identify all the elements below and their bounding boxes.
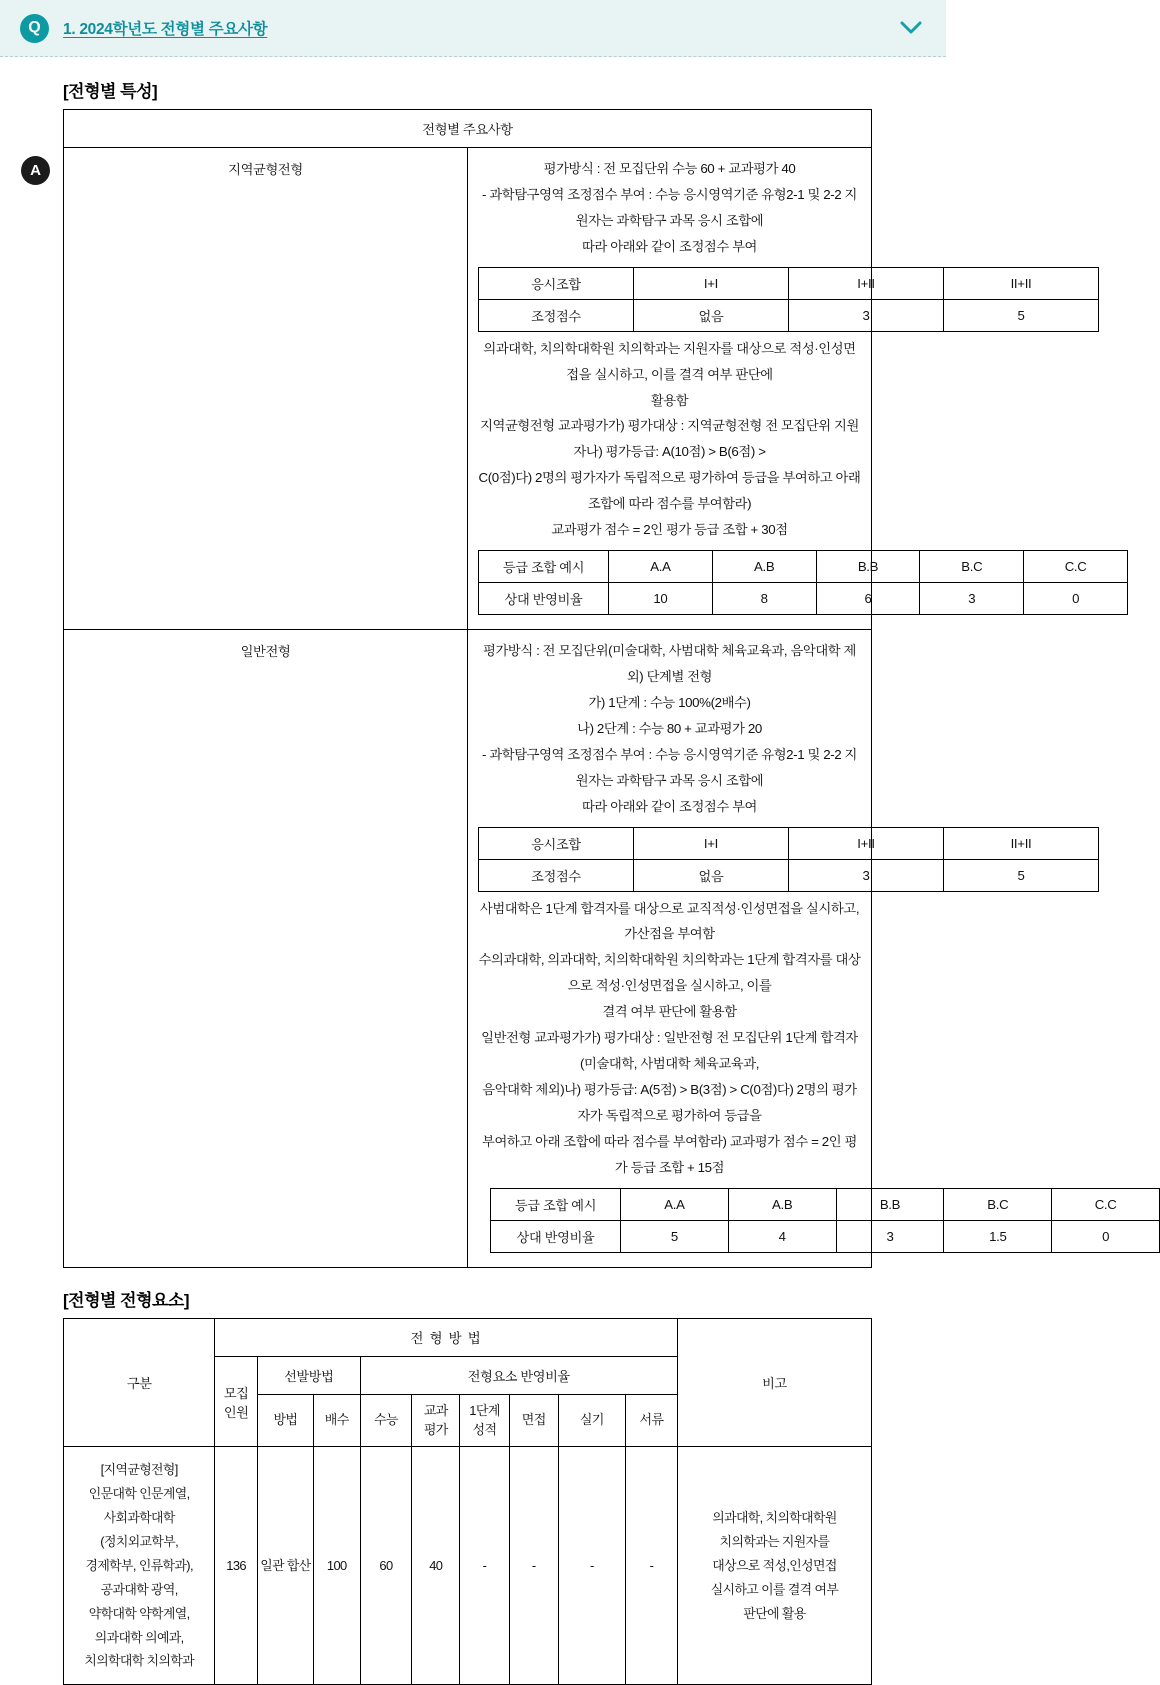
score-cell: 없음 bbox=[634, 859, 789, 891]
detail-line: - 과학탐구영역 조정점수 부여 : 수능 응시영역기준 유형2-1 및 2-2 지원자는 과학탐구 과목 응시 조합에 bbox=[482, 746, 857, 788]
bigo-line: 판단에 활용 bbox=[743, 1605, 806, 1621]
detail-line: 일반전형 교과평가가) 평가대상 : 일반전형 전 모집단위 1단계 합격자(미술대학, 사범대학 체육교육과, bbox=[481, 1030, 858, 1072]
bigo-line: 치의학과는 지원자를 bbox=[719, 1534, 830, 1550]
detail-line: 지역균형전형 교과평가가) 평가대상 : 지역균형전형 전 모집단위 지원자나) 평가등급: A(10점) > B(6점) > bbox=[480, 418, 859, 460]
bigo-line: 의과대학, 치의학대학원 bbox=[712, 1510, 837, 1526]
grade-combo-cell: C.C bbox=[1024, 551, 1128, 583]
table-row bbox=[479, 551, 1128, 583]
ratio-cell: 3 bbox=[836, 1220, 944, 1252]
header-element-ratio: 전형요소 반영비율 bbox=[360, 1356, 677, 1394]
row-header: 응시조합 bbox=[479, 827, 634, 859]
header-stage1-score bbox=[460, 1394, 510, 1447]
table-row bbox=[64, 148, 872, 630]
header-practical: 실기 bbox=[558, 1394, 625, 1447]
header-subject-eval-line2: 평가 bbox=[423, 1421, 448, 1437]
question-badge: Q bbox=[20, 14, 49, 43]
grade-combo-cell: C.C bbox=[1052, 1188, 1160, 1220]
row-header: 상대 반영비율 bbox=[479, 583, 609, 615]
gubun-line: 약학대학 약학계열, bbox=[88, 1605, 190, 1621]
ratio-cell: 3 bbox=[920, 583, 1024, 615]
row-bigo bbox=[677, 1447, 871, 1685]
detail-line: - 과학탐구영역 조정점수 부여 : 수능 응시영역기준 유형2-1 및 2-2 지원자는 과학탐구 과목 응시 조합에 bbox=[482, 186, 857, 228]
answer-body bbox=[0, 57, 1117, 1685]
row-header: 응시조합 bbox=[479, 267, 634, 299]
answer-content bbox=[63, 77, 1117, 1685]
header-stage1-line1: 1단계 bbox=[469, 1402, 500, 1418]
table-row bbox=[64, 630, 872, 1268]
header-documents: 서류 bbox=[626, 1394, 678, 1447]
gubun-line: 치의학대학 치의학과 bbox=[84, 1653, 195, 1669]
table-row bbox=[479, 299, 1099, 331]
row-stage1-score: - bbox=[460, 1447, 510, 1685]
gubun-line: 인문대학 인문계열, bbox=[88, 1486, 190, 1502]
detail-line: 평가방식 : 전 모집단위(미술대학, 사범대학 체육교육과, 음악대학 제외) 단계별 전형 bbox=[483, 643, 856, 684]
section-title-elements: [전형별 전형요소] bbox=[63, 1290, 189, 1310]
science-adjustment-table bbox=[478, 267, 1099, 332]
header-subject-eval bbox=[412, 1394, 460, 1447]
gubun-line: [지역균형전형] bbox=[100, 1462, 178, 1478]
row-subject-eval: 40 bbox=[412, 1447, 460, 1685]
gubun-line: (정치외교학부, bbox=[100, 1534, 179, 1550]
header-recruit-count bbox=[215, 1356, 258, 1447]
grade-combo-cell: A.A bbox=[621, 1188, 729, 1220]
header-bigo: 비고 bbox=[677, 1318, 871, 1447]
ratio-cell: 4 bbox=[728, 1220, 836, 1252]
table-row bbox=[64, 1447, 872, 1685]
table-row bbox=[491, 1220, 1160, 1252]
ratio-cell: 8 bbox=[712, 583, 816, 615]
grade-combo-cell: A.B bbox=[728, 1188, 836, 1220]
gubun-line: 공과대학 광역, bbox=[100, 1581, 178, 1597]
grade-combo-cell: B.B bbox=[816, 551, 920, 583]
row-header: 조정점수 bbox=[479, 859, 634, 891]
row-gubun bbox=[64, 1447, 215, 1685]
row-suneung: 60 bbox=[360, 1447, 412, 1685]
detail-line: 교과평가 점수 = 2인 평가 등급 조합 + 30점 bbox=[551, 522, 788, 538]
combo-cell: I+I bbox=[634, 827, 789, 859]
row-interview: - bbox=[509, 1447, 558, 1685]
combo-cell: I+I bbox=[634, 267, 789, 299]
question-header-bar[interactable] bbox=[0, 0, 946, 57]
grade-combo-cell: B.C bbox=[920, 551, 1024, 583]
question-title-link[interactable]: 1. 2024학년도 전형별 주요사항 bbox=[63, 21, 268, 38]
header-select-method: 선발방법 bbox=[257, 1356, 360, 1394]
row-method: 일관 합산 bbox=[257, 1447, 313, 1685]
combo-cell: I+II bbox=[789, 827, 944, 859]
gubun-line: 사회과학대학 bbox=[103, 1510, 175, 1526]
admission-type-label: 일반전형 bbox=[64, 630, 468, 1268]
grade-combo-cell: A.A bbox=[609, 551, 713, 583]
header-subject-eval-line1: 교과 bbox=[423, 1402, 448, 1418]
admission-characteristics-table bbox=[63, 109, 1117, 1268]
header-multiple: 배수 bbox=[313, 1394, 360, 1447]
admission-type-label: 지역균형전형 bbox=[64, 148, 468, 630]
score-cell: 5 bbox=[944, 859, 1099, 891]
detail-line: C(0점)다) 2명의 평가자가 독립적으로 평가하여 등급을 부여하고 아래 조합에 따라 점수를 부여함라) bbox=[478, 470, 861, 512]
admission-elements-table bbox=[63, 1318, 872, 1685]
header-gubun: 구분 bbox=[64, 1318, 215, 1447]
combo-cell: II+II bbox=[944, 267, 1099, 299]
header-recruit-line2: 인원 bbox=[223, 1404, 249, 1420]
table-row bbox=[491, 1188, 1160, 1220]
header-stage1-line2: 성적 bbox=[472, 1421, 497, 1437]
header-row-1 bbox=[64, 1318, 872, 1356]
row-recruit-count: 136 bbox=[215, 1447, 258, 1685]
ratio-cell: 5 bbox=[621, 1220, 729, 1252]
header-suneung: 수능 bbox=[360, 1394, 412, 1447]
admission-type-detail bbox=[468, 630, 1117, 1268]
ratio-cell: 6 bbox=[816, 583, 920, 615]
detail-line: 따라 아래와 같이 조정점수 부여 bbox=[582, 238, 757, 254]
table-row bbox=[479, 267, 1099, 299]
detail-line: 가) 1단계 : 수능 100%(2배수) bbox=[588, 694, 751, 710]
detail-line: 사범대학은 1단계 합격자를 대상으로 교직적성·인성면접을 실시하고, 가산점을 부여함 bbox=[479, 900, 860, 942]
grade-combo-cell: B.C bbox=[944, 1188, 1052, 1220]
row-header: 조정점수 bbox=[479, 299, 634, 331]
grade-combination-table bbox=[478, 550, 1128, 615]
row-documents: - bbox=[626, 1447, 678, 1685]
gubun-line: 의과대학 의예과, bbox=[94, 1629, 184, 1645]
grade-combo-cell: B.B bbox=[836, 1188, 944, 1220]
bigo-line: 대상으로 적성,인성면접 bbox=[712, 1557, 837, 1573]
score-cell: 3 bbox=[789, 859, 944, 891]
gubun-line: 경제학부, 인류학과), bbox=[85, 1557, 193, 1573]
combo-cell: I+II bbox=[789, 267, 944, 299]
detail-line: 평가방식 : 전 모집단위 수능 60 + 교과평가 40 bbox=[543, 161, 796, 176]
header-method-group: 전 형 방 법 bbox=[215, 1318, 678, 1356]
score-cell: 없음 bbox=[634, 299, 789, 331]
science-adjustment-table bbox=[478, 827, 1099, 892]
header-recruit-line1: 모집 bbox=[223, 1385, 249, 1401]
header-interview: 면접 bbox=[509, 1394, 558, 1447]
row-header: 등급 조합 예시 bbox=[491, 1188, 621, 1220]
table-caption: 전형별 주요사항 bbox=[64, 110, 872, 148]
detail-line: 따라 아래와 같이 조정점수 부여 bbox=[582, 798, 757, 814]
detail-line: 결격 여부 판단에 활용함 bbox=[602, 1004, 737, 1020]
combo-cell: II+II bbox=[944, 827, 1099, 859]
table-row bbox=[479, 827, 1099, 859]
bigo-line: 실시하고 이를 결격 여부 bbox=[710, 1581, 839, 1597]
table-caption-row bbox=[64, 110, 872, 148]
score-cell: 3 bbox=[789, 299, 944, 331]
detail-line: 수의과대학, 의과대학, 치의학대학원 치의학과는 1단계 합격자를 대상으로 적성·인성면접을 실시하고, 이를 bbox=[478, 952, 861, 994]
detail-line: 의과대학, 치의학대학원 치의학과는 지원자를 대상으로 적성·인성면접을 실시하고, 이를 결격 여부 판단에 bbox=[483, 340, 856, 382]
header-method: 방법 bbox=[257, 1394, 313, 1447]
admission-type-detail bbox=[468, 148, 1087, 630]
row-header: 상대 반영비율 bbox=[491, 1220, 621, 1252]
ratio-cell: 10 bbox=[609, 583, 713, 615]
chevron-down-icon[interactable] bbox=[898, 15, 924, 41]
section-title-characteristics: [전형별 특성] bbox=[63, 82, 158, 101]
detail-line: 활용함 bbox=[650, 392, 689, 408]
score-cell: 5 bbox=[944, 299, 1099, 331]
detail-line: 나) 2단계 : 수능 80 + 교과평가 20 bbox=[577, 720, 762, 736]
row-practical: - bbox=[558, 1447, 625, 1685]
detail-line: 부여하고 아래 조합에 따라 점수를 부여함라) 교과평가 점수 = 2인 평가 등급 조합 + 15점 bbox=[482, 1133, 857, 1175]
grade-combo-cell: A.B bbox=[712, 551, 816, 583]
table-row bbox=[479, 859, 1099, 891]
detail-line: 음악대학 제외)나) 평가등급: A(5점) > B(3점) > C(0점)다) 2명의 평가자가 독립적으로 평가하여 등급을 bbox=[482, 1081, 857, 1123]
table-row bbox=[479, 583, 1128, 615]
ratio-cell: 0 bbox=[1052, 1220, 1160, 1252]
ratio-cell: 1.5 bbox=[944, 1220, 1052, 1252]
row-header: 등급 조합 예시 bbox=[479, 551, 609, 583]
grade-combination-table bbox=[490, 1188, 1160, 1253]
row-multiple: 100 bbox=[313, 1447, 360, 1685]
ratio-cell: 0 bbox=[1024, 583, 1128, 615]
answer-badge: A bbox=[21, 156, 50, 185]
